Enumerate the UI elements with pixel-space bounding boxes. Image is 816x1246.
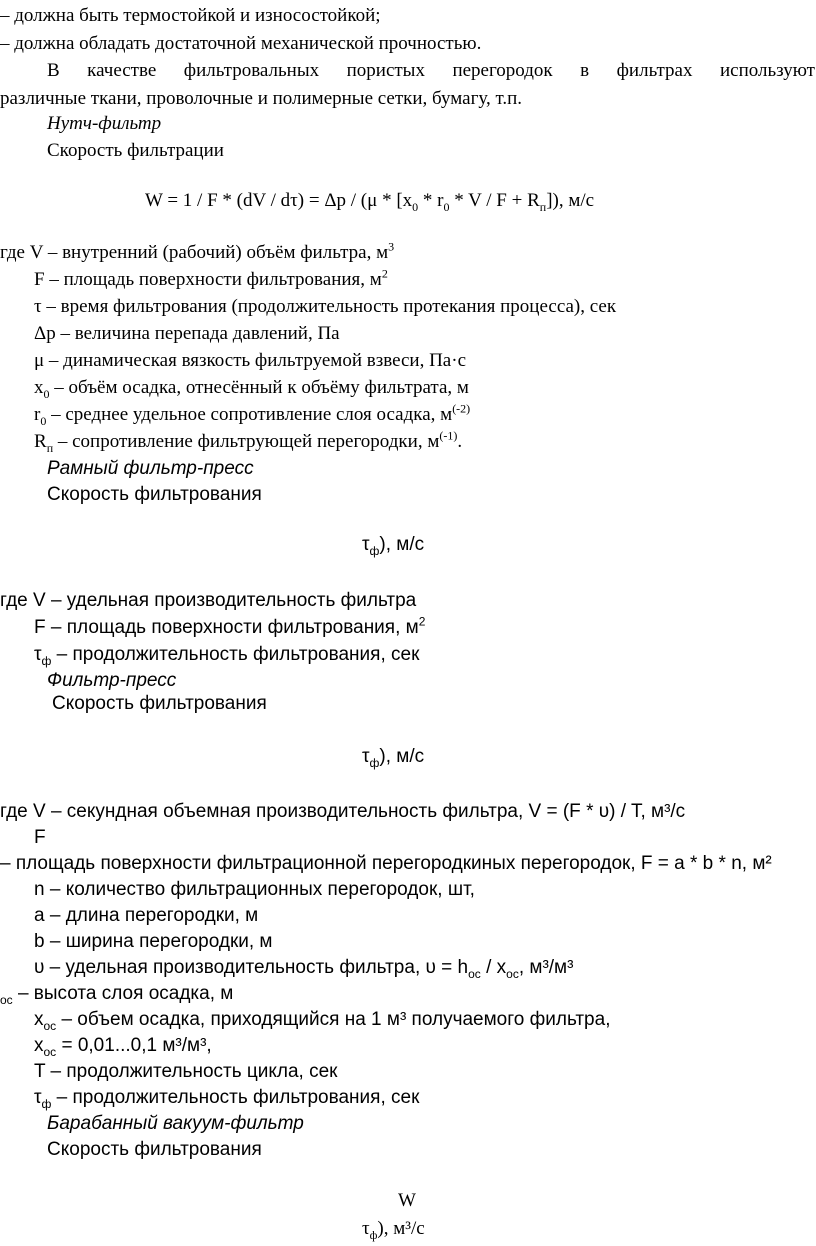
- def-pressure-drop: Δp – величина перепада давлений, Па: [34, 323, 340, 344]
- def-press-duration: $\tau_ф$ – продолжительность фильтрования, сек: [34, 1087, 420, 1111]
- subheading-drum-speed: Скорость фильтрования: [47, 1139, 262, 1160]
- def-area: F – площадь поверхности фильтрования, $м^2$: [34, 266, 388, 290]
- heading-drum-vacuum-filter: Барабанный вакуум-фильтр: [47, 1113, 304, 1134]
- def-frame-area: F – площадь поверхности фильтрования, $м^2$: [34, 614, 426, 638]
- def-press-area: – площадь поверхности фильтрационной перегородкиных перегородок, F = a * b * n, м²: [0, 853, 772, 874]
- def-press-area-letter: F: [34, 827, 46, 848]
- def-sediment-volume: $x_0$ – объём осадка, отнесённый к объёму фильтрата, м: [34, 377, 469, 401]
- subheading-press-speed: Скорость фильтрования: [52, 693, 267, 714]
- def-press-width: b – ширина перегородки, м: [34, 931, 273, 952]
- def-press-partition-count: n – количество фильтрационных перегородок, шт,: [34, 879, 475, 900]
- heading-frame-filter-press: Рамный фильтр-пресс: [47, 458, 254, 479]
- paragraph-line-1: В качестве фильтровальных пористых перегородок в фильтрах используют: [47, 60, 815, 81]
- def-press-sediment-volume: $x_{ос}$ – объем осадка, приходящийся на 1 м³ получаемого фильтра,: [34, 1009, 611, 1033]
- def-volume: где V – внутренний (рабочий) объём фильтра, $м^3$: [0, 239, 395, 263]
- def-press-layer-height: $_{ос}$ – высота слоя осадка, м: [0, 983, 234, 1007]
- formula-drum-w: W: [398, 1190, 416, 1211]
- formula-frame: $\tau_ф$), м/с: [362, 534, 425, 558]
- def-frame-duration: $\tau_ф$ – продолжительность фильтрования, сек: [34, 644, 420, 668]
- subheading-frame-speed: Скорость фильтрования: [47, 484, 262, 505]
- requirement-heat-wear: – должна быть термостойкой и износостойкой;: [0, 5, 381, 26]
- def-specific-resistance: $r_0$ – среднее удельное сопротивление слоя осадка, $м^{(-2)}$: [34, 401, 471, 428]
- formula-nutch: $W = 1 / F * (dV / d\tau) = \Delta p / (\mu * [x_0 * r_0 * V / F + R_п])$, м/с: [145, 190, 595, 214]
- def-viscosity: μ – динамическая вязкость фильтруемой взвеси, Па·с: [34, 350, 466, 371]
- heading-filter-press: Фильтр-пресс: [47, 670, 177, 691]
- def-press-length: a – длина перегородки, м: [34, 905, 259, 926]
- def-time: τ – время фильтрования (продолжительность протекания процесса), сек: [34, 296, 617, 317]
- def-partition-resistance: $R_п$ – сопротивление фильтрующей перегородки, $м^{(-1)}$.: [34, 428, 463, 455]
- requirement-strength: – должна обладать достаточной механической прочностью.: [0, 33, 482, 54]
- def-press-specific-output: υ – удельная производительность фильтра, $\upsilon = h_{ос} / x_{ос}$, м³/м³: [34, 957, 574, 981]
- def-frame-volume: где V – удельная производительность фильтра: [0, 590, 417, 611]
- paragraph-line-2: различные ткани, проволочные и полимерные сетки, бумагу, т.п.: [0, 88, 523, 109]
- def-press-cycle: T – продолжительность цикла, сек: [34, 1061, 338, 1082]
- heading-nutch-filter: Нутч-фильтр: [47, 113, 162, 134]
- def-press-volume: где V – секундная объемная производительность фильтра, V = (F * υ) / T, м³/с: [0, 801, 686, 822]
- formula-drum: $\tau_ф$), м³/с: [362, 1218, 425, 1242]
- def-press-sediment-range: $x_{ос} = 0,01...0,1$ м³/м³,: [34, 1035, 212, 1059]
- subheading-nutch-speed: Скорость фильтрации: [47, 140, 224, 161]
- formula-press: $\tau_ф$), м/с: [362, 746, 425, 770]
